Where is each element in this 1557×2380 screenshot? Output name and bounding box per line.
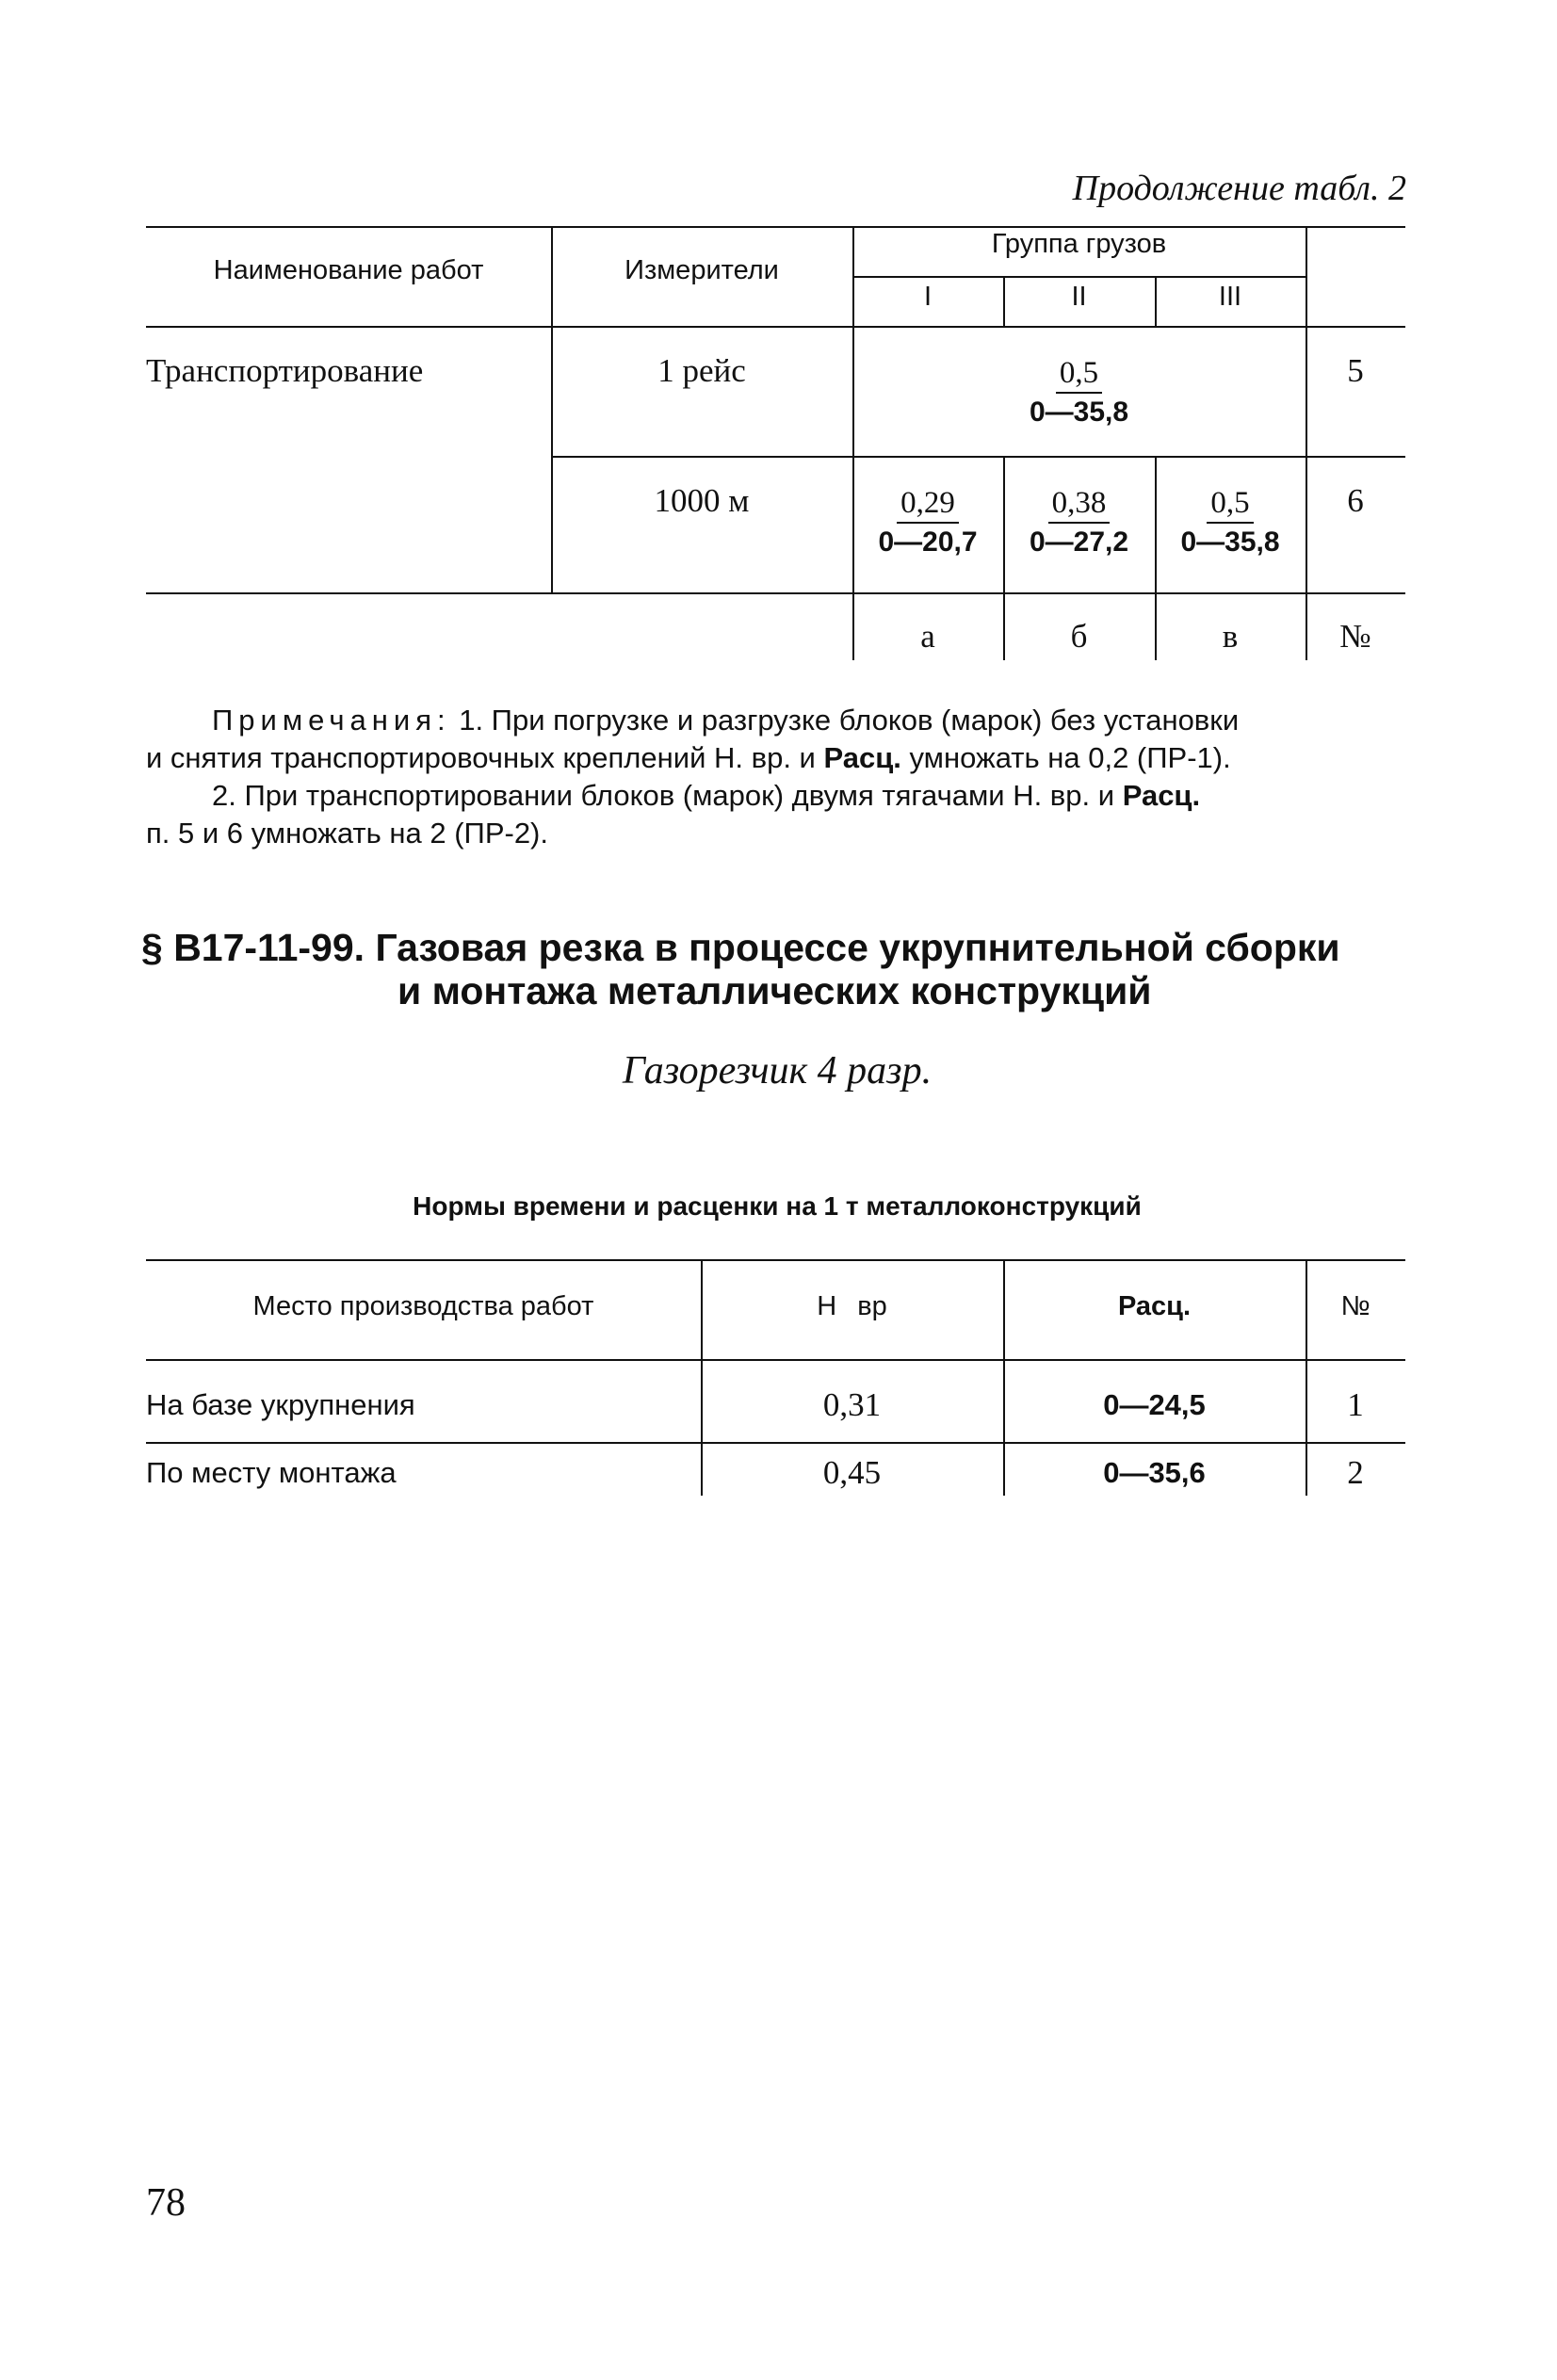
row-rate: 0—24,5 [1103,1388,1206,1421]
row-norm-time: 0,31 [822,1386,882,1423]
column-letter-a: а [920,618,935,655]
worker-category: Газорезчик 4 разр. [622,1049,933,1093]
notes-line-2 [146,739,1408,777]
column-letter-v: в [1222,618,1239,655]
header-place: Место производства работ [252,1291,594,1321]
norm-time-value: 0,29 [897,484,959,524]
row-place: На базе укрупнения [146,1388,415,1421]
rate-value: 0—35,8 [1029,397,1129,428]
table-rule [146,1442,1405,1444]
rate-term: Расц. [823,741,901,774]
row2-norm-fraction-b [1003,484,1155,561]
row-work-name: Транспортирование [146,352,424,389]
table-header-rule [146,1359,1405,1361]
table-col-rule [1306,226,1307,660]
page-number: 78 [146,2181,186,2225]
rate-value: 0—35,8 [1180,526,1280,558]
norm-time-value: 0,38 [1048,484,1111,524]
row-number: 6 [1347,482,1364,519]
row-number: 2 [1347,1454,1364,1491]
row-place: По месту монтажа [146,1456,397,1489]
header-units: Измерители [624,255,779,285]
note-1-text: 1. При погрузке и разгрузке блоков (марок) без установки [450,704,1240,737]
notes-label: Примечания: [212,704,451,737]
header-work-name: Наименование работ [213,255,484,285]
number-sign: № [1339,618,1371,655]
row-rate: 0—35,6 [1103,1456,1206,1489]
notes-line-3 [146,777,1408,815]
header-cargo-group: Группа грузов [991,229,1167,259]
header-group-3: III [1218,282,1242,312]
row-number: 1 [1347,1386,1364,1423]
rate-value: 0—20,7 [878,526,978,558]
note-2-text: 2. При транспортировании блоков (марок) двумя тягачами Н. вр. и [212,779,1123,812]
rate-term: Расц. [1122,779,1201,812]
table-top-rule [146,1259,1405,1261]
section-heading-line-2: и монтажа металлических конструкций [397,969,1152,1012]
header-group-1: I [923,282,933,312]
row-number: 5 [1347,352,1364,389]
norm-time-value: 0,5 [1207,484,1253,524]
norm-time-value: 0,5 [1056,354,1102,394]
notes-line-1 [146,702,1408,739]
notes-line-4: п. 5 и 6 умножать на 2 (ПР-2). [146,817,548,850]
rate-value: 0—27,2 [1029,526,1129,558]
table-rule [852,276,1306,278]
row-unit-1000m: 1000 м [654,482,750,519]
row2-norm-fraction-c [1155,484,1306,561]
column-letter-b: б [1070,618,1088,655]
header-group-2: II [1071,282,1087,312]
table-header-rule [146,326,1405,328]
row2-norm-fraction-a [852,484,1003,561]
norms-table-title: Нормы времени и расценки на 1 т металлоконструкций [413,1191,1142,1221]
table-rule [551,456,1405,458]
header-rate: Расц. [1117,1291,1192,1321]
notes-block [146,702,1408,852]
section-heading-line-1: § В17-11-99. Газовая резка в процессе укрупнительной сборки [141,926,1340,969]
table-caption: Продолжение табл. 2 [1072,169,1406,208]
row1-norm-fraction [852,354,1306,431]
note-1-text-end: умножать на 0,2 (ПР-1). [900,741,1231,774]
table-top-rule [146,226,1405,228]
section-heading [141,926,1408,1012]
row-unit-trip: 1 рейс [657,352,746,389]
row-norm-time: 0,45 [822,1454,882,1491]
table-rule [146,592,1405,594]
note-1-text-cont: и снятия транспортировочных креплений Н. вр. и [146,741,824,774]
header-norm-time: Н вр [817,1291,887,1321]
header-number: № [1340,1291,1370,1321]
